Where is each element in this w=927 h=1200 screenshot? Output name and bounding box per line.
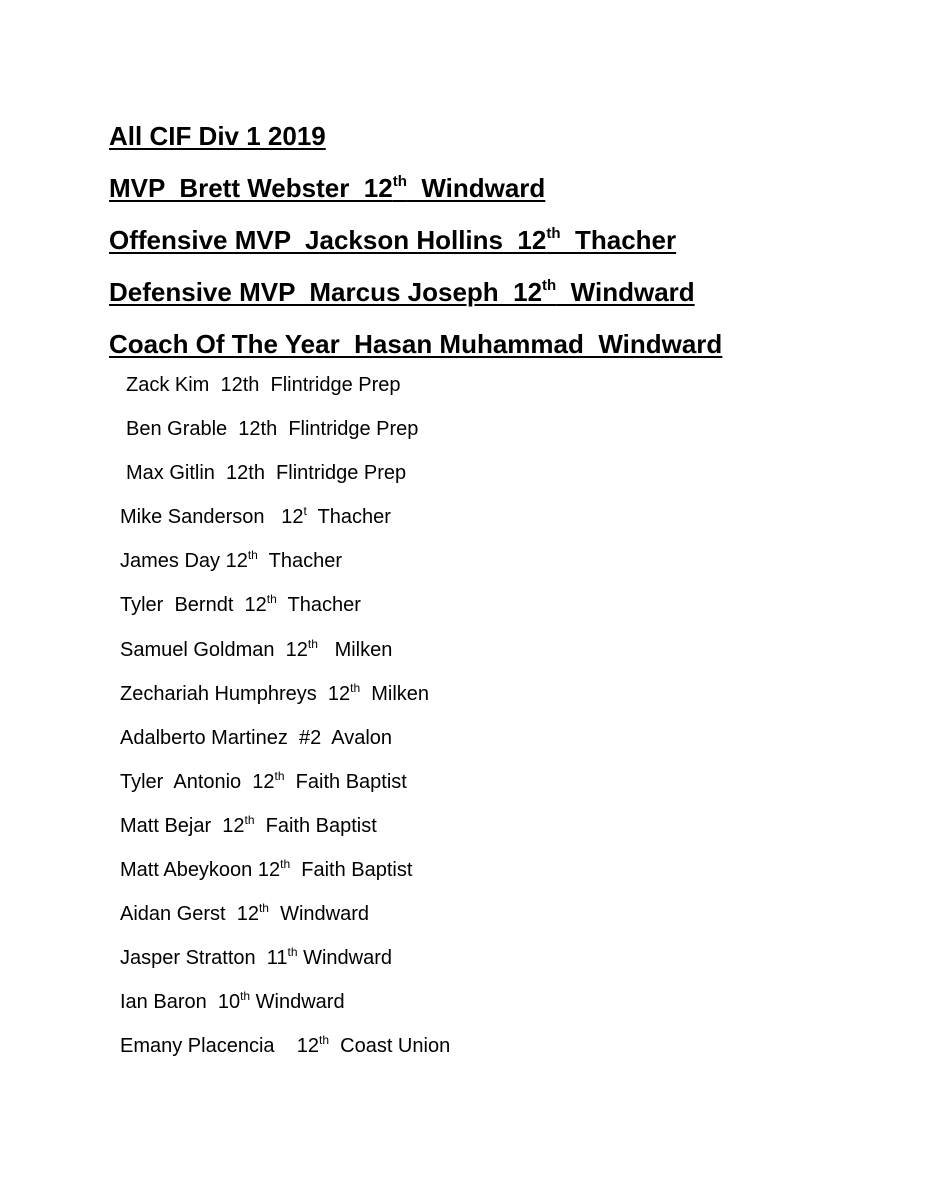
player-text: Zack Kim 12th Flintridge Prep [126, 374, 401, 396]
list-item [120, 892, 450, 936]
list-item [120, 583, 450, 627]
list-item [120, 980, 450, 1024]
player-text: Max Gitlin 12th Flintridge Prep [126, 462, 407, 485]
list-item [120, 539, 450, 583]
player-sup: th [244, 812, 255, 827]
player-text: Aidan Gerst 12 [120, 903, 259, 926]
heading-text: MVP Brett Webster 12 [109, 173, 393, 203]
list-item [120, 936, 450, 980]
player-sup: th [280, 857, 291, 872]
list-item [120, 451, 450, 495]
player-sup: t [303, 504, 307, 519]
heading-title [109, 110, 722, 162]
player-text: Ian Baron 10 [120, 991, 241, 1014]
heading-after: Thacher [560, 225, 677, 255]
list-item [120, 495, 450, 539]
list-item [120, 672, 450, 716]
player-text: Zechariah Humphreys 12 [120, 682, 351, 705]
player-after: Thacher [306, 506, 391, 529]
player-text: Matt Bejar 12 [120, 814, 245, 837]
player-after: Faith Baptist [254, 814, 377, 837]
player-text: Ben Grable 12th Flintridge Prep [126, 418, 419, 441]
player-text: James Day 12 [120, 550, 248, 573]
list-item [120, 804, 450, 848]
player-sup: th [247, 548, 258, 563]
list-item [120, 628, 450, 672]
player-after: Windward [297, 947, 392, 970]
player-list [120, 363, 450, 1069]
heading-after: Windward [406, 173, 546, 203]
player-after: Faith Baptist [290, 859, 413, 882]
player-sup: th [266, 592, 277, 607]
player-after: Thacher [276, 594, 361, 617]
player-after: Faith Baptist [284, 770, 407, 793]
player-after: Thacher [257, 550, 342, 573]
heading-text: Offensive MVP Jackson Hollins 12 [109, 225, 547, 255]
player-text: Matt Abeykoon 12 [120, 859, 281, 882]
list-item [120, 407, 450, 451]
heading-sup: th [392, 173, 407, 190]
list-item [120, 848, 450, 892]
player-sup: th [287, 945, 298, 960]
player-sup: th [258, 901, 269, 916]
heading-offensive-mvp [109, 214, 722, 266]
heading-sup: th [546, 225, 561, 242]
player-after: Milken [317, 638, 393, 661]
heading-text: Defensive MVP Marcus Joseph 12 [109, 277, 543, 307]
player-after: Windward [268, 903, 370, 926]
list-item [120, 363, 450, 407]
list-item [120, 1024, 450, 1068]
player-sup: th [240, 989, 251, 1004]
heading-after: Windward [556, 277, 695, 307]
player-text: Tyler Berndt 12 [120, 594, 267, 617]
player-text: Jasper Stratton 11 [120, 947, 288, 970]
player-text: Adalberto Martinez #2 Avalon [120, 726, 393, 749]
heading-defensive-mvp [109, 266, 722, 318]
heading-mvp [109, 162, 722, 214]
player-sup: th [307, 636, 318, 651]
award-headings [109, 110, 722, 370]
list-item [120, 716, 450, 760]
player-after: Coast Union [329, 1035, 451, 1058]
player-after: Milken [360, 682, 430, 705]
list-item [120, 760, 450, 804]
player-text: Mike Sanderson 12 [120, 506, 304, 529]
heading-text: Coach Of The Year Hasan Muhammad Windward [109, 329, 723, 359]
player-text: Samuel Goldman 12 [120, 638, 308, 661]
player-after: Windward [250, 991, 345, 1014]
heading-sup: th [542, 277, 557, 294]
player-text: Emany Placencia 12 [120, 1035, 319, 1058]
player-text: Tyler Antonio 12 [120, 770, 275, 793]
heading-text: All CIF Div 1 2019 [109, 121, 326, 151]
player-sup: th [274, 768, 285, 783]
player-sup: th [350, 680, 361, 695]
player-sup: th [319, 1033, 330, 1048]
